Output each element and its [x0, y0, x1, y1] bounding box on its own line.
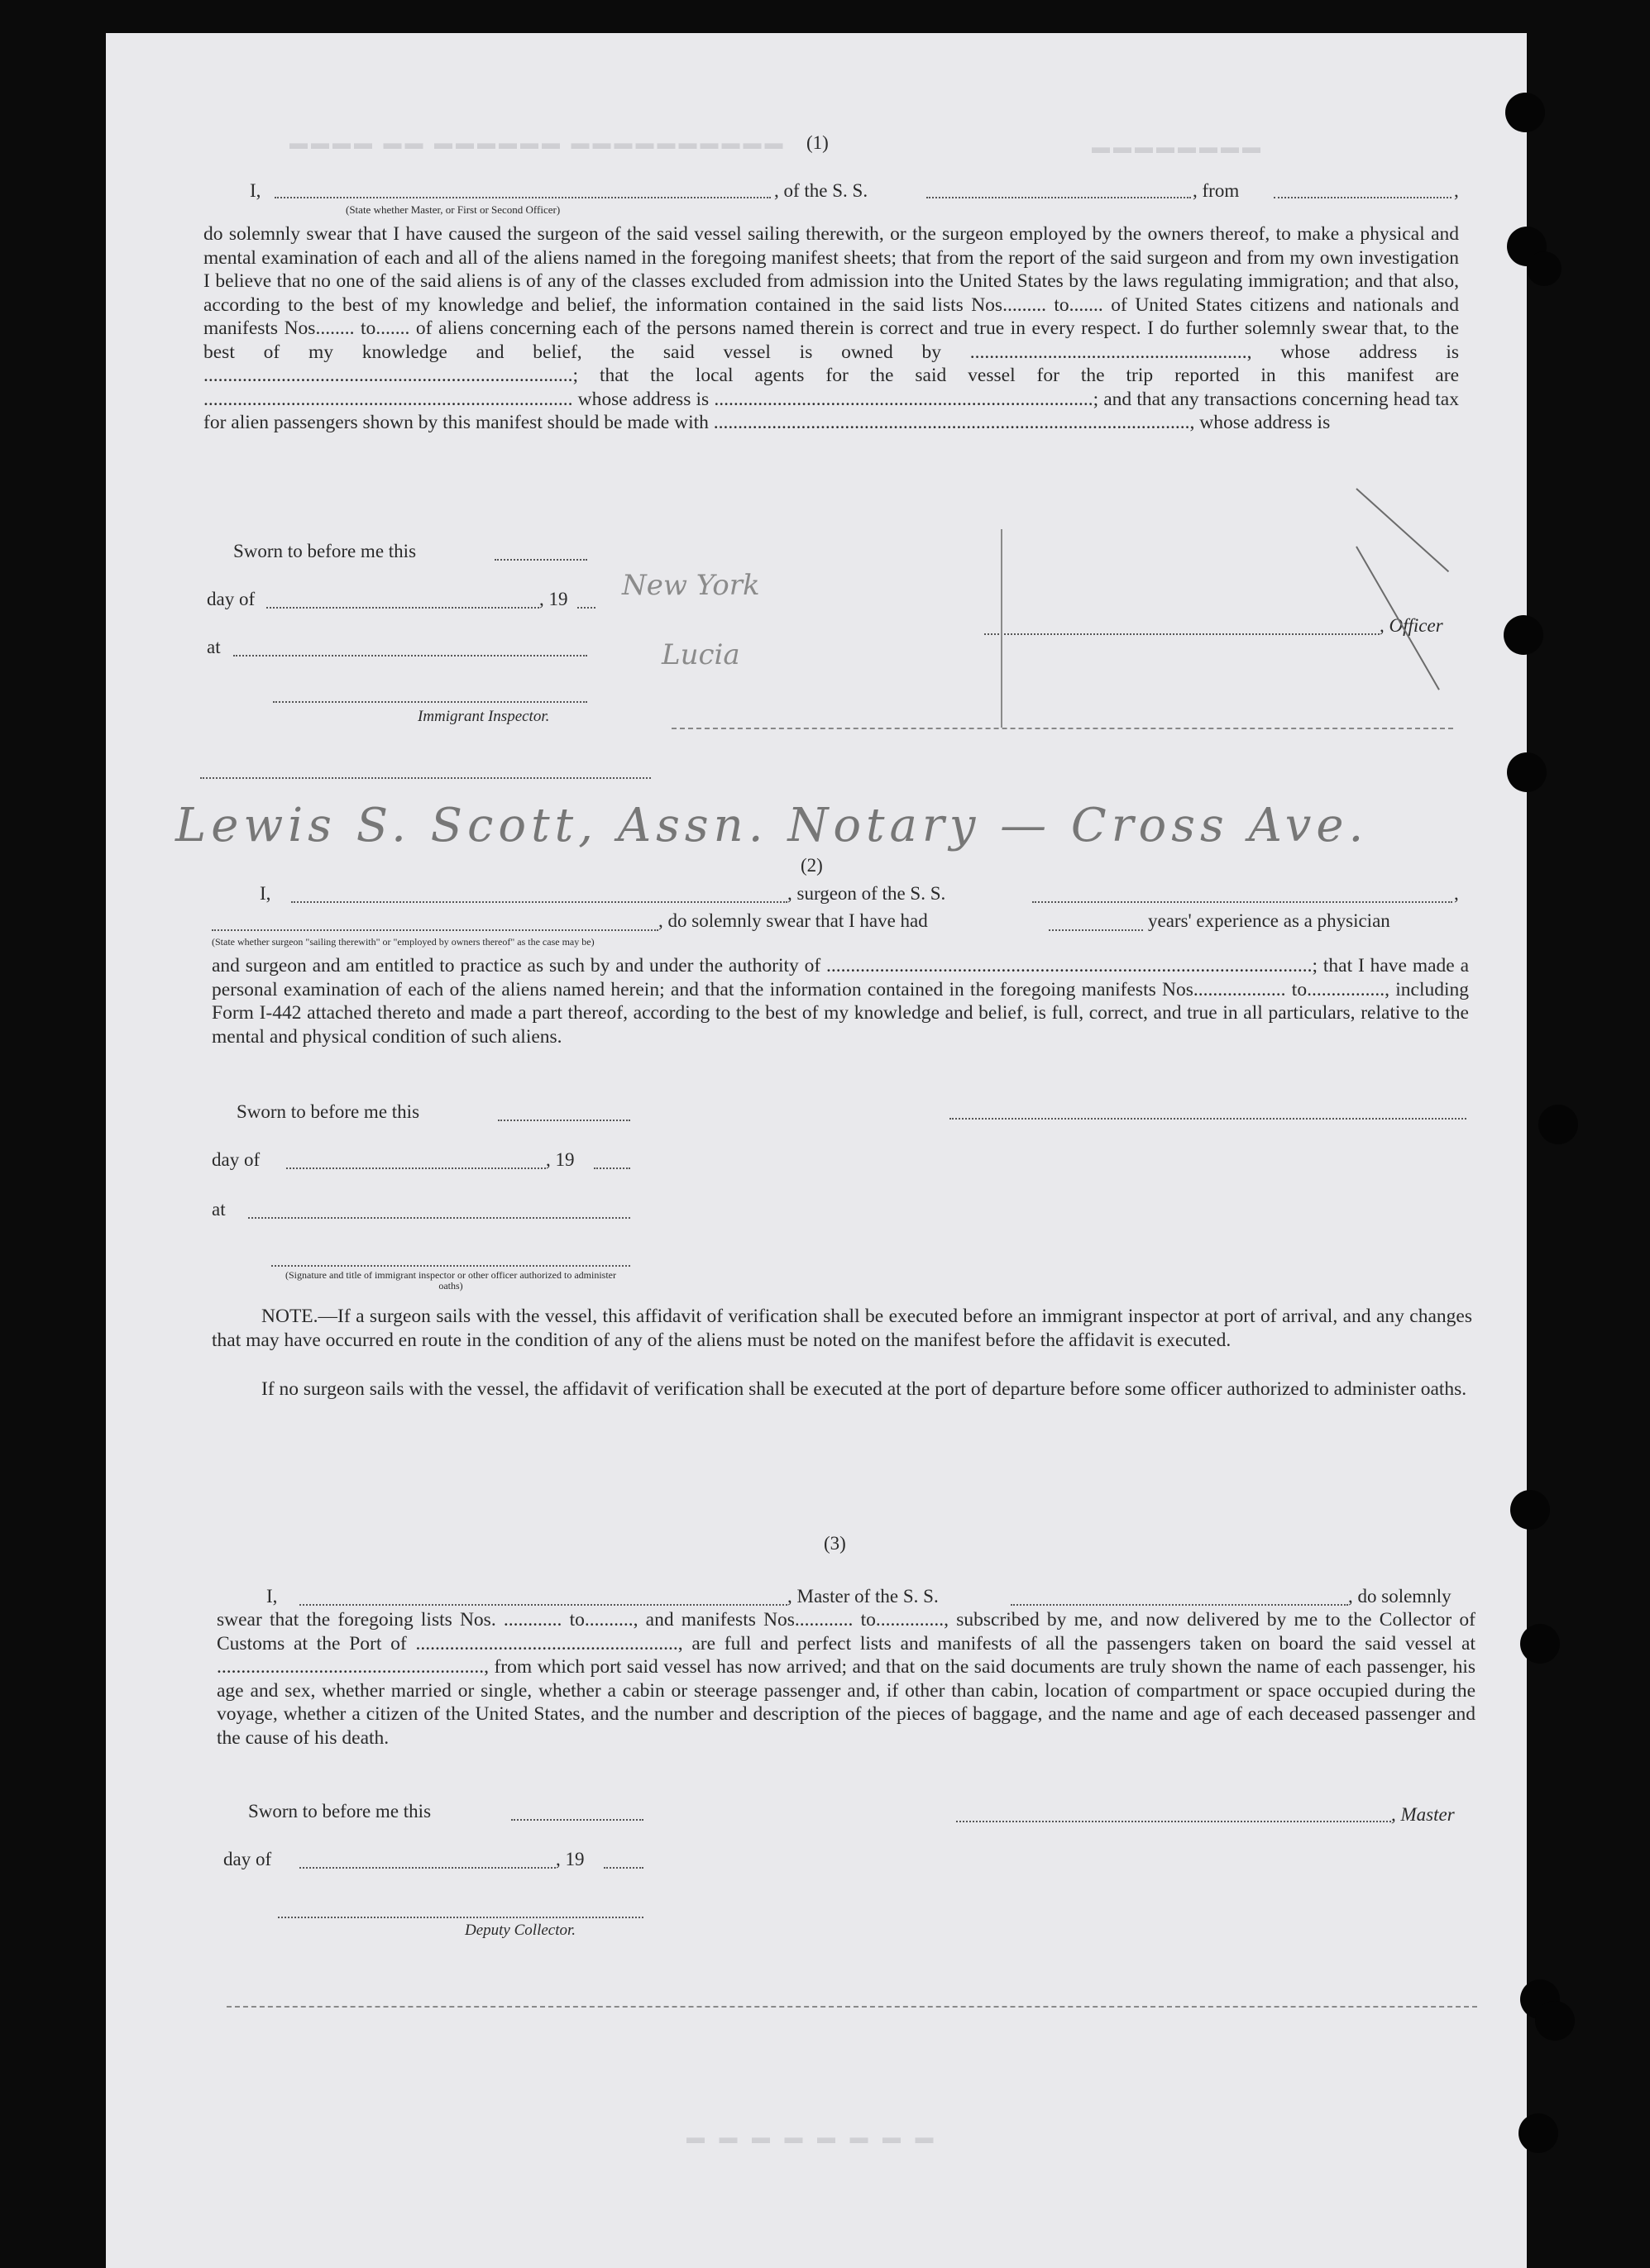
- s1-end: ,: [1454, 180, 1459, 201]
- s2-years-line: [1049, 929, 1143, 931]
- punch-hole: [1504, 615, 1543, 655]
- s2-note2: If no surgeon sails with the vessel, the affidavit of verification shall be executed at the port of departure before some officer authorized to administer oaths.: [261, 1378, 1467, 1400]
- punch-hole: [1520, 1624, 1560, 1664]
- s2-years: years' experience as a physician: [1148, 910, 1390, 931]
- s1-from: , from: [1193, 180, 1240, 201]
- s3-master-name-line: [299, 1604, 787, 1606]
- s2-end: ,: [1454, 883, 1459, 904]
- bleed-through-text: ▬▬▬▬▬▬▬▬: [1092, 136, 1264, 157]
- section-1-number: (1): [806, 132, 829, 153]
- s2-year-line: [594, 1167, 630, 1169]
- s3-ship-line: [1011, 1604, 1348, 1606]
- s2-note-text: —If a surgeon sails with the vessel, this affidavit of verification shall be executed before an immigrant inspector at port of arrival, and any changes that may have occurred en route in the condition of any of the aliens must be noted on the manifest before the affidavit is executed.: [212, 1306, 1472, 1351]
- s2-day-of: day of: [212, 1149, 261, 1170]
- s1-at-line: [233, 655, 587, 657]
- s2-body: and surgeon and am entitled to practice as such by and under the authority of ....................................................................................................; that I have made a personal examination of each of the aliens named herein; and that the information contained in the foregoing manifests Nos................... to................, including Form I-442 attached thereto and made a part thereof, according to the best of my knowledge and belief, is full, correct, and true in all particulars, relative to the mental and physical condition of such aliens.: [212, 955, 1469, 1048]
- s2-i: I,: [260, 883, 271, 904]
- ship-name-line: [926, 197, 1191, 198]
- s2-ship-line: [1032, 901, 1452, 903]
- s3-collector-label: Deputy Collector.: [465, 1922, 576, 1939]
- s1-caption: (State whether Master, or First or Second Officer): [346, 203, 561, 216]
- s1-inspector-label: Immigrant Inspector.: [418, 708, 550, 725]
- s2-note: [212, 1305, 1472, 1352]
- s1-sworn: Sworn to before me this: [233, 541, 417, 561]
- s2-sworn-line: [498, 1120, 630, 1121]
- s3-day-of: day of: [223, 1849, 272, 1869]
- punch-hole: [1505, 93, 1545, 132]
- s2-at-line: [248, 1217, 630, 1219]
- s2-day-line: [286, 1167, 546, 1169]
- bleed-through-text: ▬▬▬▬ ▬▬ ▬▬▬▬▬▬ ▬▬▬▬▬▬▬▬▬▬: [289, 132, 787, 153]
- s1-i: I,: [250, 180, 261, 201]
- s1-vert-divider: [1001, 529, 1002, 728]
- from-port-line: [1274, 197, 1452, 198]
- handwriting-notary-signature: Lewis S. Scott, Assn. Notary — Cross Ave.: [175, 799, 1369, 852]
- s3-end: , do solemnly: [1348, 1586, 1452, 1607]
- s1-body: do solemnly swear that I have caused the surgeon of the said vessel sailing therewith, or the surgeon employed by the owners thereof, to make a physical and mental examination of each and all of the aliens named in the foregoing manifest sheets; that from the report of the said surgeon and from my own investigation I believe that no one of the said aliens is of any of the classes excluded from admission into the United States by the laws regulating immigration; and that also, according to the best of my knowledge and belief, the information contained in the said lists Nos......... to....... of United States citizens and nationals and manifests Nos........ to....... of aliens concerning each of the persons named therein is correct and true in every respect. I do further solemnly swear that, to the best of my knowledge and belief, the said vessel is owned by ........................................................., whose address is ............................................................................; that the local agents for the said vessel for the trip reported in this manifest are ............................................................................ whose address is ..............................................................................; and that any transactions concerning head tax for alien passengers shown by this manifest should be made with .................................................................................................., whose address is: [203, 223, 1459, 433]
- s3-master: , Master of the S. S.: [787, 1586, 939, 1607]
- punch-hole: [1510, 1490, 1550, 1530]
- s2-officer-sign-line: [271, 1265, 630, 1267]
- s1-day-of: day of: [207, 589, 256, 609]
- s1-officer-line: [984, 633, 1380, 635]
- master-name-line: [275, 197, 771, 198]
- s2-signature-caption: (Signature and title of immigrant inspector or other officer authorized to administer oaths): [285, 1269, 616, 1292]
- punch-hole: [1518, 2113, 1558, 2153]
- s3-master-sign-line: [956, 1821, 1391, 1822]
- s1-year-line: [577, 607, 595, 609]
- s1-day-line: [266, 607, 539, 609]
- s2-status-line: [212, 929, 658, 931]
- bottom-rule: [227, 2006, 1477, 2008]
- s1-year: , 19: [539, 589, 568, 609]
- s2-note-label: NOTE.: [261, 1306, 318, 1327]
- s3-day-line: [299, 1867, 556, 1869]
- s3-master-label: , Master: [1391, 1804, 1455, 1825]
- s3-i: I,: [266, 1586, 278, 1607]
- punch-hole: [1527, 251, 1562, 286]
- section-3-number: (3): [824, 1533, 846, 1554]
- handwriting-city: New York: [622, 569, 760, 602]
- s3-collector-line: [278, 1917, 643, 1918]
- punch-hole: [1507, 752, 1547, 792]
- s2-surgeon: , surgeon of the S. S.: [787, 883, 946, 904]
- handwriting-county: Lucia: [662, 638, 740, 671]
- punch-hole: [1538, 1105, 1578, 1144]
- s1-officer: , Officer: [1380, 615, 1443, 636]
- s1-of-ss: , of the S. S.: [774, 180, 868, 201]
- s1-sworn-line: [495, 559, 587, 561]
- s3-year-line: [604, 1867, 643, 1869]
- s2-signature-line: [949, 1118, 1466, 1120]
- s2-surgeon-name-line: [291, 901, 787, 903]
- s2-at: at: [212, 1199, 226, 1220]
- s3-body: swear that the foregoing lists Nos. ............ to.........., and manifests Nos............ to.............., subscribed by me, and now delivered by me to the Collector of Customs at the Port of ......................................................, are full and perfect lists and manifests of all the passengers taken on board the said vessel at ......................................................., from which port said vessel has now arrived; and that on the said documents are truly shown the name of each passenger, his age and sex, whether married or single, whether a cabin or steerage passenger and, if other than cabin, location of compartment or space occupied during the voyage, whether a citizen of the United States, and the number and description of the pieces of baggage, and the name and age of each deceased passenger and the cause of his death.: [217, 1609, 1475, 1749]
- punch-hole: [1535, 2001, 1575, 2041]
- s3-sworn-line: [511, 1819, 643, 1821]
- s1-extra-line: [200, 777, 651, 779]
- s3-year: , 19: [556, 1849, 585, 1869]
- bleed-through-text: ▬ ▬ ▬ ▬ ▬ ▬ ▬ ▬: [686, 2127, 939, 2147]
- s1-inspector-line: [273, 701, 587, 703]
- s2-caption: (State whether surgeon "sailing therewith" or "employed by owners thereof" as the case may be): [212, 936, 595, 948]
- s1-divider: [672, 728, 1453, 729]
- s2-sworn: Sworn to before me this: [237, 1101, 420, 1122]
- s2-solemnly: , do solemnly swear that I have had: [658, 910, 928, 931]
- s1-at: at: [207, 637, 221, 657]
- section-2-number: (2): [801, 855, 823, 876]
- s3-sworn: Sworn to before me this: [248, 1801, 432, 1822]
- s2-year: , 19: [546, 1149, 575, 1170]
